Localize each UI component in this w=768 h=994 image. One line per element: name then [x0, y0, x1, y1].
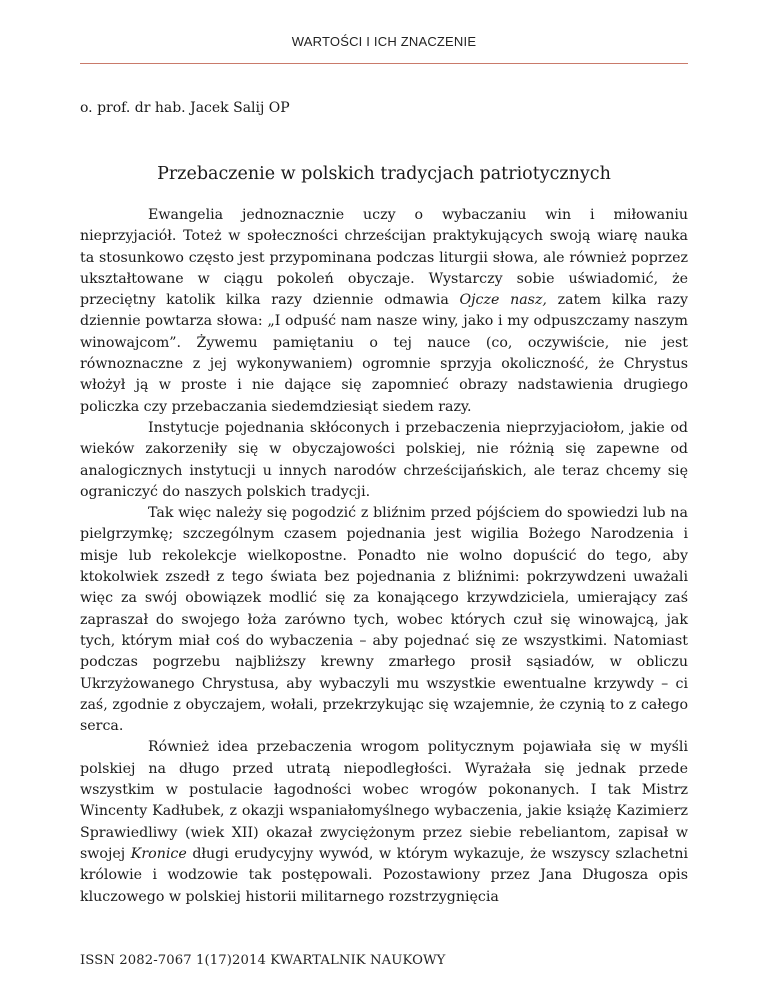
- paragraph: Instytucje pojednania skłóconych i przebaczenia nieprzyjaciołom, jakie od wieków zakorzeniły się w obyczajowości polskiej, nie różnią się zapewne od analogicznych instytucji u innych narodów chrześcijańskich, ale teraz chcemy się ograniczyć do naszych polskich tradycji.: [80, 419, 688, 500]
- paragraph: [80, 205, 688, 418]
- article-title: Przebaczenie w polskich tradycjach patriotycznych: [157, 164, 611, 184]
- running-header: WARTOŚCI I ICH ZNACZENIE: [291, 34, 477, 49]
- paragraph-text: zatem kilka razy dziennie powtarza słowa: „I odpuść nam nasze winy, jako i my odpuszczamy naszym winowajcom”. Żywemu pamiętaniu o tej nauce (co, oczywiście, nie jest równoznaczne z jej wykonywaniem) ogromnie sprzyja okoliczność, że Chrystus włożył ją w proste i nie dające się zapomnieć obrazy nadstawienia drugiego policzka czy przebaczania siedemdziesiąt siedem razy.: [80, 292, 688, 415]
- paragraph: Tak więc należy się pogodzić z bliźnim przed pójściem do spowiedzi lub na pielgrzymkę; szczególnym czasem pojednania jest wigilia Bożego Narodzenia i misje lub rekolekcje wielkopostne. Ponadto nie wolno dopuścić do tego, aby ktokolwiek zszedł z tego świata bez pojednania z bliźnimi: pokrzywdzeni uważali więc za swój obowiązek modlić się za konającego krzywdziciela, umierający zaś zapraszał do swojego łoża zarówno tych, wobec których czuł się winowajcą, jak tych, którym miał coś do wybaczenia – aby pojednać się ze wszystkimi. Natomiast podczas pogrzebu najbliższy krewny zmarłego prosił sąsiadów, w obliczu Ukrzyżowanego Chrystusa, aby wybaczyli mu wszystkie ewentualne krzywdy – ci zaś, zgodnie z obyczajem, wołali, przekrzykując się wzajemnie, że czynią to z całego serca.: [80, 505, 688, 735]
- paragraph-text: Ewangelia jednoznacznie uczy o wybaczaniu win i miłowaniu nieprzyjaciół. Toteż w społeczności chrześcijan praktykujących swoją wiarę nauka ta stosunkowo często jest przypominana podczas liturgii słowa, ale również poprzez ukształtowane w ciągu pokoleń obyczaje. Wystarczy sobie uświadomić, że przeciętny katolik kilka razy dziennie odmawia: [80, 207, 688, 309]
- header-rule: [80, 63, 688, 64]
- article-body: [80, 205, 688, 908]
- paragraph-text: długi erudycyjny wywód, w którym wykazuje, że wszyscy szlachetni królowie i wodzowie tak postępowali. Pozostawiony przez Jana Długosza opis kluczowego w polskiej historii militarnego rozstrzygnięcia: [80, 845, 689, 905]
- emphasized-text: Kronice: [130, 845, 187, 862]
- page-footer: ISSN 2082-7067 1(17)2014 KWARTALNIK NAUKOWY: [80, 953, 446, 968]
- paragraph: [80, 737, 688, 907]
- author-line: o. prof. dr hab. Jacek Salij OP: [80, 100, 290, 116]
- paragraph-text: Również idea przebaczenia wrogom politycznym pojawiała się w myśli polskiej na długo przed utratą niepodległości. Wyrażała się jednak przede wszystkim w postulacie łagodności wobec wrogów pokonanych. I tak Mistrz Wincenty Kadłubek, z okazji wspaniałomyślnego wybaczenia, jakie książę Kazimierz Sprawiedliwy (wiek XII) okazał zwyciężonym przez siebie rebeliantom, zapisał w swojej: [80, 739, 688, 862]
- emphasized-text: Ojcze nasz,: [459, 292, 547, 309]
